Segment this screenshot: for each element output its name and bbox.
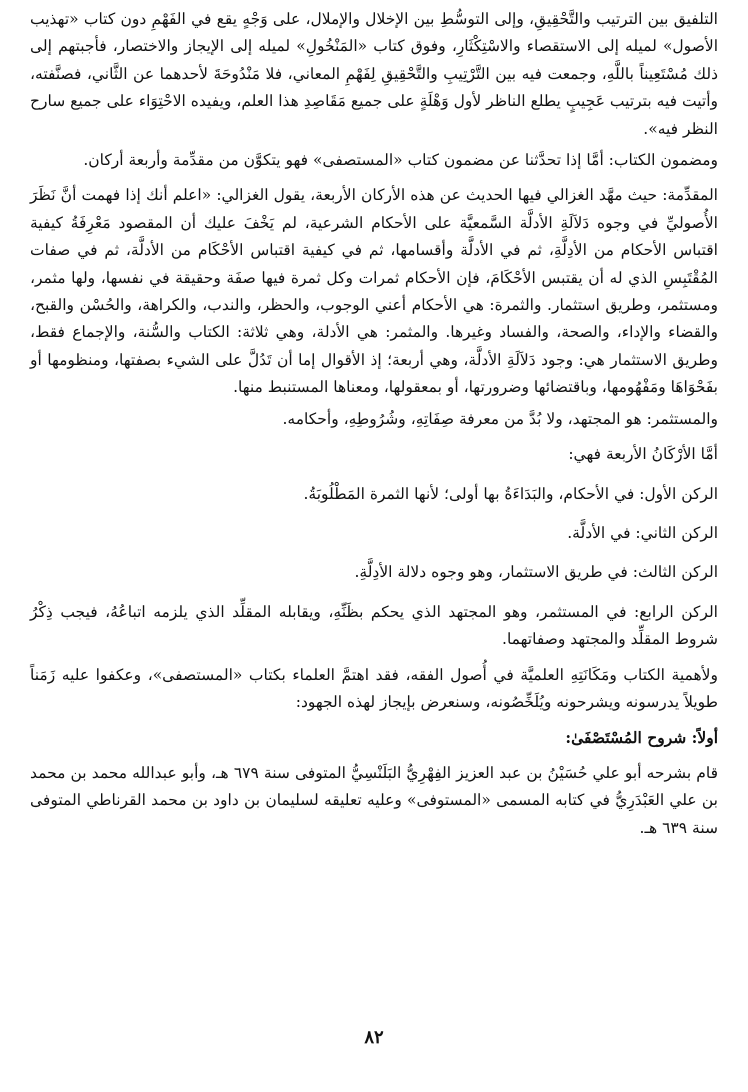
paragraph-commentaries: قام بشرحه أبو علي حُسَيْنُ بن عبد العزيز الفِهْرِيُّ البَلَنْسِيُّ المتوفى سنة ٦٧٩ هـ، وأبو عبدالله محمد بن محمد بن علي العَبْدَرِيُّ في كتابه المسمى «المستوفى» وعليه تعليقه لسليمان بن داود بن محمد القرناطي المتوفى سنة ٦٣٩ هـ. <box>30 763 718 837</box>
page-number: ٨٢ <box>364 1027 384 1048</box>
pillar-one: الركن الأول: في الأحكام، والبَدَاءَةُ بها أولى؛ لأنها الثمرة المَطْلُوبَةُ. <box>303 484 718 503</box>
paragraph-book-importance: ولأهمية الكتاب ومَكَانَتِهِ العلميَّة في أُصول الفقه، فقد اهتمَّ العلماء بكتاب «المستصفى»، وعكفوا عليه زَمَناً طويلاً يدرسونه ويشرحونه ويُلَخِّصُونه، وسنعرض بإيجاز لهذه الجهود: <box>30 665 718 711</box>
paragraph-book-content: ومضمون الكتاب: أمَّا إذا تحدَّثنا عن مضمون كتاب «المستصفى» فهو يتكوَّن من مقدِّمة وأربعة أركان. <box>83 151 718 170</box>
section-heading-commentaries: أولاً: شروح المُسْتَصْفَىٰ: <box>565 728 718 748</box>
pillar-four: الركن الرابع: في المستثمر، وهو المجتهد الذي يحكم بظَنِّهِ، ويقابله المقلِّد الذي يلزمه اتباعُهُ، فيجب ذِكْرُ شروط المقلِّد والمجتهد وصفاتهما. <box>30 602 718 649</box>
pillar-two: الركن الثاني: في الأدلَّة. <box>567 523 718 542</box>
paragraph-four-pillars: أمَّا الأرْكَانُ الأربعة فهي: <box>568 445 718 464</box>
paragraph-introduction: المقدِّمة: حيث مهَّد الغزالي فيها الحديث عن هذه الأركان الأربعة، يقول الغزالي: «اعلم أنك إذا فهمت أنَّ نَظَرَ الأُصوليِّ في وجوه دَلاَلَةِ الأدلَّة السَّمعيَّة على الأحكام الشرعية، لم يَخْفَ عليك أن المقصود مَعْرِفَةُ كيفية اقتباس الأحكام من الأدِلَّةِ، ثم في الأدلَّة وأقسامها، ثم في كيفية اقتباس الأحْكَام من الأدلَّة، ثم في صفات المُقْتَبِسِ الذي له أن يقتبس الأحْكَامَ، فإن الأحكام ثمرات وكل ثمرة فيها صفَة وحقيقة في نفسها، ولها مثمر، ومستثمر، وطريق استثمار. والثمرة: هي الأحكام أعني الوجوب، والحظر، والندب، والكراهة، والحُسْن والقبح، والقضاء والإداء، والصحة، والفساد وغيرها. والمثمر: هي الأدلة، وهي ثلاثة: الكتاب والسُّنة، والإجماع فقط، وطريق الاستثمار هي: وجود دَلاَلَةِ الأدلَّة، وهي أربعة؛ إذ الأقوال إما أن تَدُلَّ على الشيء بصفتها، ومنظومها أو بفَحْوَاهَا ومَفْهُومها، وباقتضائها وضرورتها، أو بمعقولها، ومعناها المستنبط منها. <box>30 186 718 397</box>
pillar-three: الركن الثالث: في طريق الاستثمار، وهو وجوه دلالة الأدِلَّةِ. <box>354 563 718 582</box>
paragraph-mustathmir: والمستثمر: هو المجتهد، ولا بُدَّ من معرفة صِفَاتِهِ، وشُرُوطِهِ، وأحكامه. <box>282 409 718 428</box>
paragraph-ghazali-quote-end: التلفيق بين الترتيب والتَّحْقِيقِ، وإلى التوسُّطِ بين الإخلال والإملال، على وَجْهٍ يقع في الفَهْمِ دون كتاب «تهذيب الأصول» لميله إلى الاستقصاء والاسْتِكْثَارِ، وفوق كتاب «المَنْخُولِ» لميله إلى الإيجاز والاختصار، فأجبتهم إلى ذلك مُسْتَعِيناً باللَّهِ، وجمعت فيه بين التَّرْتِيبِ والتَّحْقِيقِ لِفَهْمِ المعاني، فلا مَنْدُوحَةَ لأحدهما عن الثَّاني، فصنَّفته، وأتيت فيه بترتيب عَجِيبٍ يطلع الناظر لأول وَهْلَةٍ على جميع مَقَاصِدِ هذا العلم، ويفيده الاحْتِوَاء على جميع سارح النظر فيه». <box>30 10 718 138</box>
